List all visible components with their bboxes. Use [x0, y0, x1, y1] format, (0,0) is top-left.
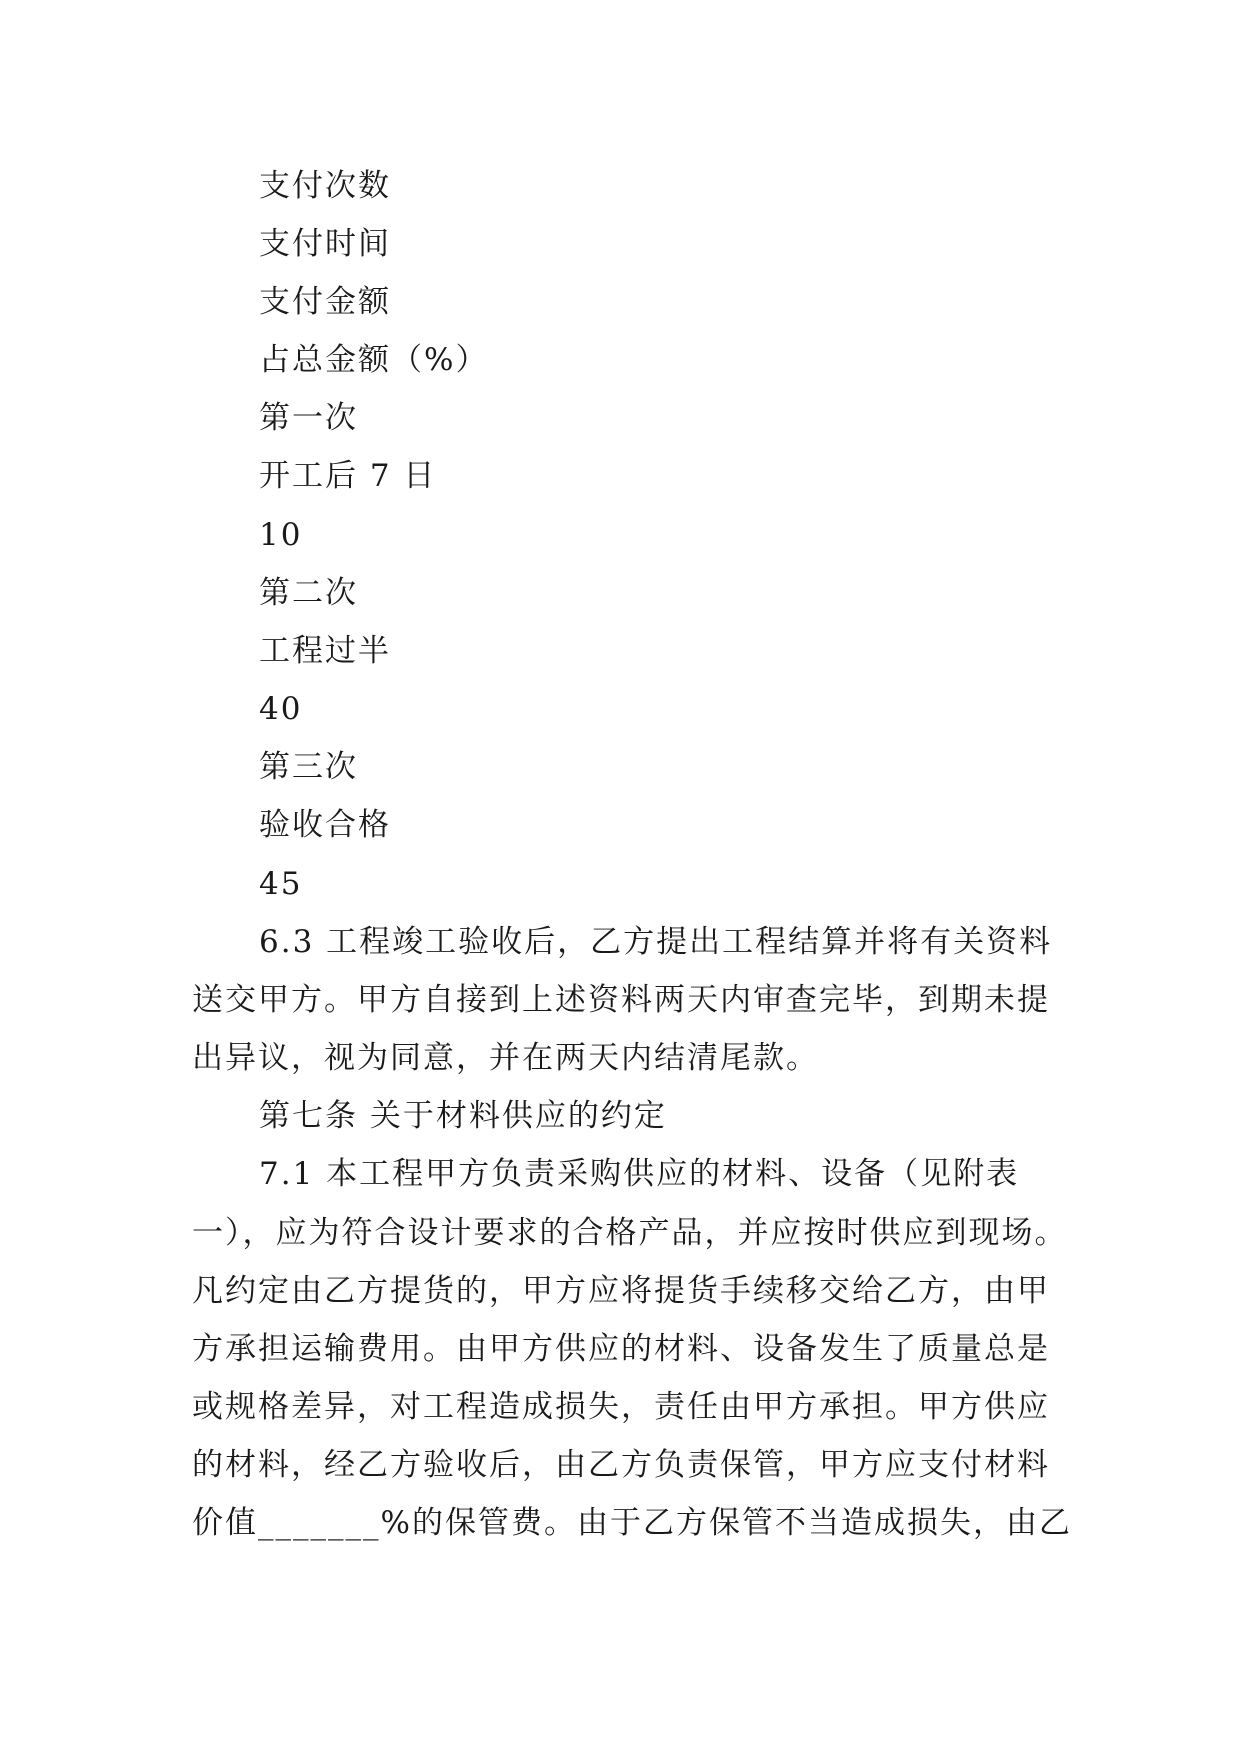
table-cell: 支付时间: [259, 226, 391, 262]
table-cell: 支付金额: [259, 284, 391, 320]
table-cell: 45: [259, 866, 303, 902]
paragraph-line: 出异议，视为同意，并在两天内结清尾款。: [192, 1040, 819, 1076]
paragraph-line: 或规格差异，对工程造成损失，责任由甲方承担。甲方供应: [192, 1389, 1050, 1425]
paragraph-line: 一），应为符合设计要求的合格产品，并应按时供应到现场。: [192, 1215, 1068, 1251]
table-cell: 40: [259, 691, 303, 727]
table-cell: 支付次数: [259, 168, 391, 204]
section-heading: 第七条 关于材料供应的约定: [259, 1098, 667, 1134]
table-cell: 第三次: [259, 749, 358, 785]
paragraph-line: 价值_______%的保管费。由于乙方保管不当造成损失，由乙: [192, 1505, 1072, 1541]
table-cell: 占总金额（%）: [259, 342, 489, 378]
paragraph-line: 6.3 工程竣工验收后，乙方提出工程结算并将有关资料: [259, 924, 1053, 960]
table-cell: 10: [259, 517, 303, 553]
table-cell: 工程过半: [259, 633, 391, 669]
table-cell: 验收合格: [259, 807, 391, 843]
paragraph-line: 方承担运输费用。由甲方供应的材料、设备发生了质量总是: [192, 1331, 1050, 1367]
paragraph-line: 的材料，经乙方验收后，由乙方负责保管，甲方应支付材料: [192, 1447, 1050, 1483]
table-cell: 第一次: [259, 400, 358, 436]
paragraph-line: 7.1 本工程甲方负责采购供应的材料、设备（见附表: [259, 1156, 1020, 1192]
table-cell: 第二次: [259, 575, 358, 611]
paragraph-line: 送交甲方。甲方自接到上述资料两天内审查完毕，到期未提: [192, 982, 1050, 1018]
table-cell: 开工后 7 日: [259, 458, 437, 494]
paragraph-line: 凡约定由乙方提货的，甲方应将提货手续移交给乙方，由甲: [192, 1273, 1050, 1309]
